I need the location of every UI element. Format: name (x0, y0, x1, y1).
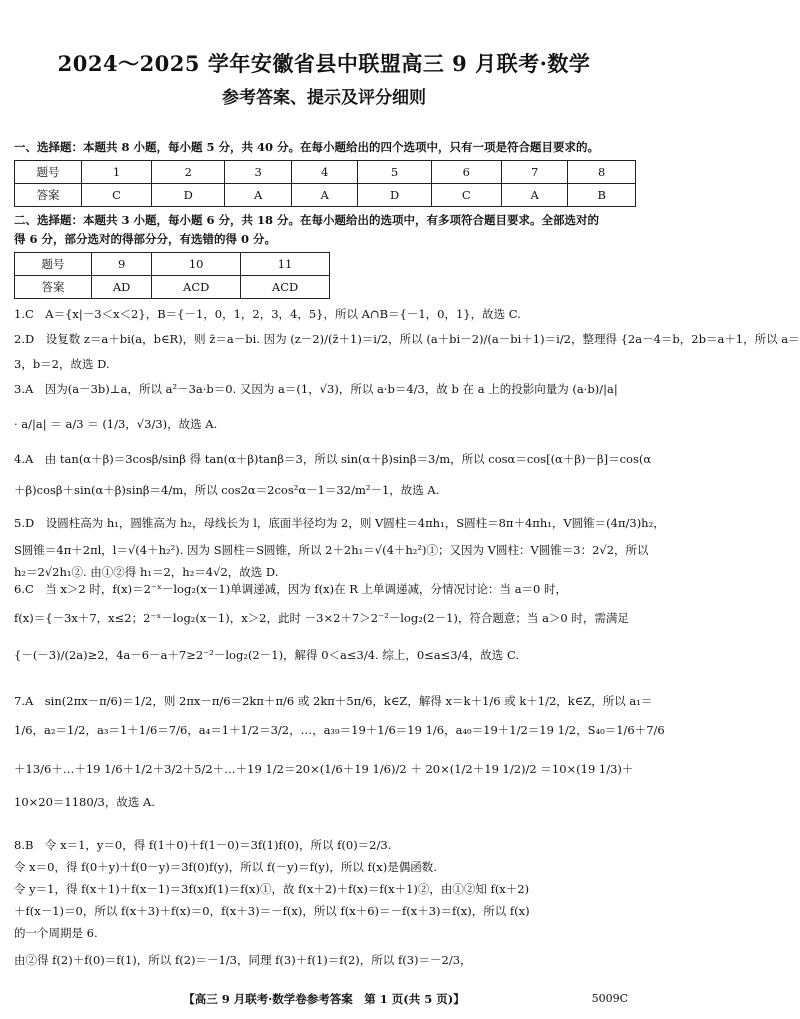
question-number: 7 (501, 161, 568, 184)
section2-heading-line1: 二、选择题：本题共 3 小题，每小题 6 分，共 18 分。在每小题给出的选项中，有多项符合题目要求。全部选对的 (14, 213, 600, 227)
question-number: 10 (152, 253, 241, 276)
solution-7 (14, 692, 665, 815)
section1-heading: 一、选择题：本题共 8 小题，每小题 5 分，共 40 分。在每小题给出的四个选项中，只有一项是符合题目要求的。 (14, 140, 600, 154)
question-number: 3 (225, 161, 292, 184)
solution-line: 1.C A＝{x|－3＜x＜2}，B＝{－1，0，1，2，3，4，5}，所以 A∩B＝{－1，0，1}，故选 C. (14, 307, 521, 321)
solution-line: 令 y＝1，得 f(x＋1)＋f(x－1)＝3f(x)f(1)＝f(x)①，故 f(x＋2)＋f(x)＝f(x＋1)②，由①②知 f(x＋2) (14, 882, 530, 896)
row-label: 题号 (15, 253, 92, 276)
solution-line: h₂＝2√2h₁②. 由①②得 h₁＝2，h₂＝4√2，故选 D. (14, 565, 279, 579)
solution-8 (14, 836, 636, 973)
solution-line: 的一个周期是 6. (14, 926, 98, 940)
answer-cell: D (152, 184, 225, 207)
solution-line: 10×20＝1180/3，故选 A. (14, 795, 155, 809)
question-number: 8 (568, 161, 636, 184)
answer-cell: C (82, 184, 152, 207)
answer-cell: A (225, 184, 292, 207)
table-row-answers (15, 184, 636, 207)
solution-line: ＋13/6＋…＋19 1/6＋1/2＋3/2＋5/2＋…＋19 1/2＝20×(1/6＋19 1/6)/2 ＋ 20×(1/2＋19 1/2)/2 ＝10×(19 1/3)＋ (14, 762, 634, 776)
answer-cell: D (358, 184, 431, 207)
solution-line: 1/6，a₂＝1/2，a₃＝1＋1/6＝7/6，a₄＝1＋1/2＝3/2，…，a₃₉＝19＋1/6＝19 1/6，a₄₀＝19＋1/2＝19 1/2，S₄₀＝1/6＋7/6 (14, 723, 665, 737)
question-number: 1 (82, 161, 152, 184)
question-number: 11 (241, 253, 330, 276)
solution-3 (14, 380, 636, 437)
solution-line: · a/|a| ＝ a/3 ＝ (1/3，√3/3)，故选 A. (14, 417, 218, 431)
solution-line: 6.C 当 x＞2 时，f(x)＝2⁻ˣ－log₂(x－1)单调递减，因为 f(x)在 R 上单调递减，分情况讨论：当 a＝0 时， (14, 582, 568, 596)
table-row-numbers (15, 253, 330, 276)
solution-line: 由②得 f(2)＋f(0)＝f(1)，所以 f(2)＝－1/3，同理 f(3)＋f(1)＝f(2)，所以 f(3)＝－2/3， (14, 953, 472, 967)
page-title: 2024～2025 学年安徽省县中联盟高三 9 月联考·数学 (57, 51, 591, 76)
answer-cell: ACD (241, 276, 330, 299)
row-label: 答案 (15, 276, 92, 299)
answer-cell: A (291, 184, 358, 207)
question-number: 5 (358, 161, 431, 184)
solution-line: ＋β)cosβ＋sin(α＋β)sinβ＝4/m，所以 cos2α＝2cos²α－1＝32/m²－1，故选 A. (14, 483, 440, 497)
question-number: 6 (431, 161, 501, 184)
answer-cell: ACD (152, 276, 241, 299)
solution-line: 3，b＝2，故选 D. (14, 357, 110, 371)
section2-heading-line2: 得 6 分，部分选对的得部分分，有选错的得 0 分。 (14, 232, 277, 246)
solution-2 (14, 330, 800, 377)
solution-line: {－(－3)/(2a)≥2，4a－6－a＋7≥2⁻²－log₂(2－1)，解得 0＜a≤3/4. 综上，0≤a≤3/4，故选 C. (14, 648, 519, 662)
answer-cell: C (431, 184, 501, 207)
question-number: 9 (92, 253, 152, 276)
answer-cell: B (568, 184, 636, 207)
solution-line: ＋f(x－1)＝0，所以 f(x＋3)＋f(x)＝0，f(x＋3)＝－f(x)，所以 f(x＋6)＝－f(x＋3)＝f(x)，所以 f(x) (14, 904, 530, 918)
solution-line: 2.D 设复数 z＝a＋bi(a，b∈R)，则 z̄＝a－bi. 因为 (z－2)/(z̄＋1)＝i/2，所以 (a＋bi－2)/(a－bi＋1)＝i/2，整理得 {2a－4＝b，2b＝a＋1，所以 a＝ (14, 332, 800, 346)
solution-1 (14, 305, 636, 327)
section1-answer-table (14, 160, 636, 207)
row-label: 题号 (15, 161, 82, 184)
solution-5 (14, 514, 665, 585)
question-number: 4 (291, 161, 358, 184)
solution-line: f(x)＝{－3x＋7，x≤2；2⁻ˣ－log₂(x－1)，x＞2，此时 －3×2＋7＞2⁻²－log₂(2－1)，符合题意；当 a＞0 时，需满足 (14, 611, 629, 625)
answer-cell: A (501, 184, 568, 207)
solution-line: 3.A 因为(a－3b)⊥a，所以 a²－3a·b＝0. 又因为 a＝(1，√3)，所以 a·b＝4/3，故 b 在 a 上的投影向量为 (a·b)/|a| (14, 382, 618, 396)
table-row-numbers (15, 161, 636, 184)
question-number: 2 (152, 161, 225, 184)
document-code: 5009C (591, 992, 628, 1005)
solution-line: S圆锥＝4π＋2πl，l＝√(4＋h₂²). 因为 S圆柱＝S圆锥，所以 2＋2h₁＝√(4＋h₂²)①；又因为 V圆柱：V圆锥＝3：2√2，所以 (14, 543, 649, 557)
page-subtitle: 参考答案、提示及评分细则 (222, 88, 426, 108)
answer-cell: AD (92, 276, 152, 299)
solution-line: 7.A sin(2πx－π/6)＝1/2，则 2πx－π/6＝2kπ＋π/6 或 2kπ＋5π/6，k∈Z，解得 x＝k＋1/6 或 k＋1/2，k∈Z，所以 a₁＝ (14, 694, 653, 708)
row-label: 答案 (15, 184, 82, 207)
solution-line: 5.D 设圆柱高为 h₁，圆锥高为 h₂，母线长为 l，底面半径均为 2，则 V圆柱＝4πh₁，S圆柱＝8π＋4πh₁，V圆锥＝(4π/3)h₂， (14, 516, 665, 530)
solution-6 (14, 580, 636, 668)
solution-line: 令 x＝0，得 f(0＋y)＋f(0－y)＝3f(0)f(y)，所以 f(－y)＝f(y)，所以 f(x)是偶函数. (14, 860, 437, 874)
solution-line: 4.A 由 tan(α＋β)＝3cosβ/sinβ 得 tan(α＋β)tanβ＝3，所以 sin(α＋β)sinβ＝3/m，所以 cosα＝cos[(α＋β)－β]＝cos(α (14, 452, 652, 466)
table-row-answers (15, 276, 330, 299)
page-footer: 【高三 9 月联考·数学卷参考答案 第 1 页(共 5 页)】 (183, 992, 465, 1006)
section2-answer-table (14, 252, 330, 299)
solution-line: 8.B 令 x＝1，y＝0，得 f(1＋0)＋f(1－0)＝3f(1)f(0)，所以 f(0)＝2/3. (14, 838, 392, 852)
solution-4 (14, 450, 652, 503)
